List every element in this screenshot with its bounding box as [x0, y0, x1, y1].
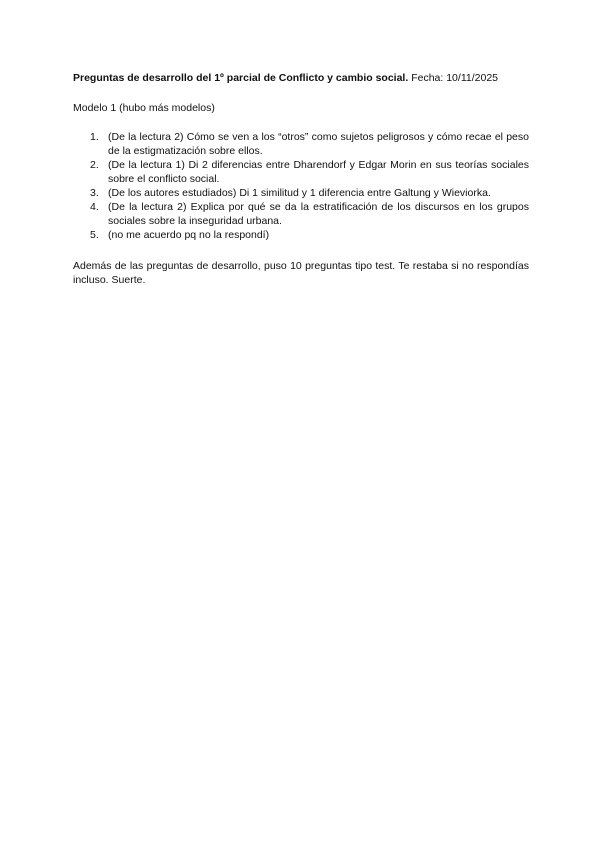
list-item — [90, 228, 529, 242]
model-line: Modelo 1 (hubo más modelos) — [73, 102, 215, 114]
heading-date: Fecha: 10/11/2025 — [411, 72, 498, 84]
list-item-number: 1. — [90, 131, 99, 143]
list-item — [90, 130, 529, 158]
list-item — [90, 186, 529, 200]
list-item — [90, 158, 529, 186]
questions-list — [73, 130, 529, 242]
list-item-text: (De los autores estudiados) Di 1 similitud y 1 diferencia entre Galtung y Wieviorka. — [108, 187, 491, 199]
list-item-number: 2. — [90, 159, 99, 171]
list-item-number: 5. — [90, 229, 99, 241]
list-item — [90, 200, 529, 228]
closing-paragraph: Además de las preguntas de desarrollo, puso 10 preguntas tipo test. Te restaba si no respondías incluso. Suerte. — [73, 260, 529, 286]
document-heading — [73, 71, 529, 85]
list-item-text: (De la lectura 2) Explica por qué se da la estratificación de los discursos en los grupos sociales sobre la inseguridad urbana. — [108, 201, 529, 227]
list-item-text: (no me acuerdo pq no la respondí) — [108, 229, 270, 241]
list-item-text: (De la lectura 2) Cómo se ven a los “otros” como sujetos peligrosos y cómo recae el peso de la estigmatización sobre ellos. — [108, 131, 529, 157]
list-item-number: 4. — [90, 201, 99, 213]
list-item-text: (De la lectura 1) Di 2 diferencias entre Dharendorf y Edgar Morin en sus teorías sociales sobre el conflicto social. — [108, 159, 529, 185]
document-content — [73, 71, 529, 287]
heading-title: Preguntas de desarrollo del 1º parcial de Conflicto y cambio social. — [73, 72, 409, 84]
list-item-number: 3. — [90, 187, 99, 199]
